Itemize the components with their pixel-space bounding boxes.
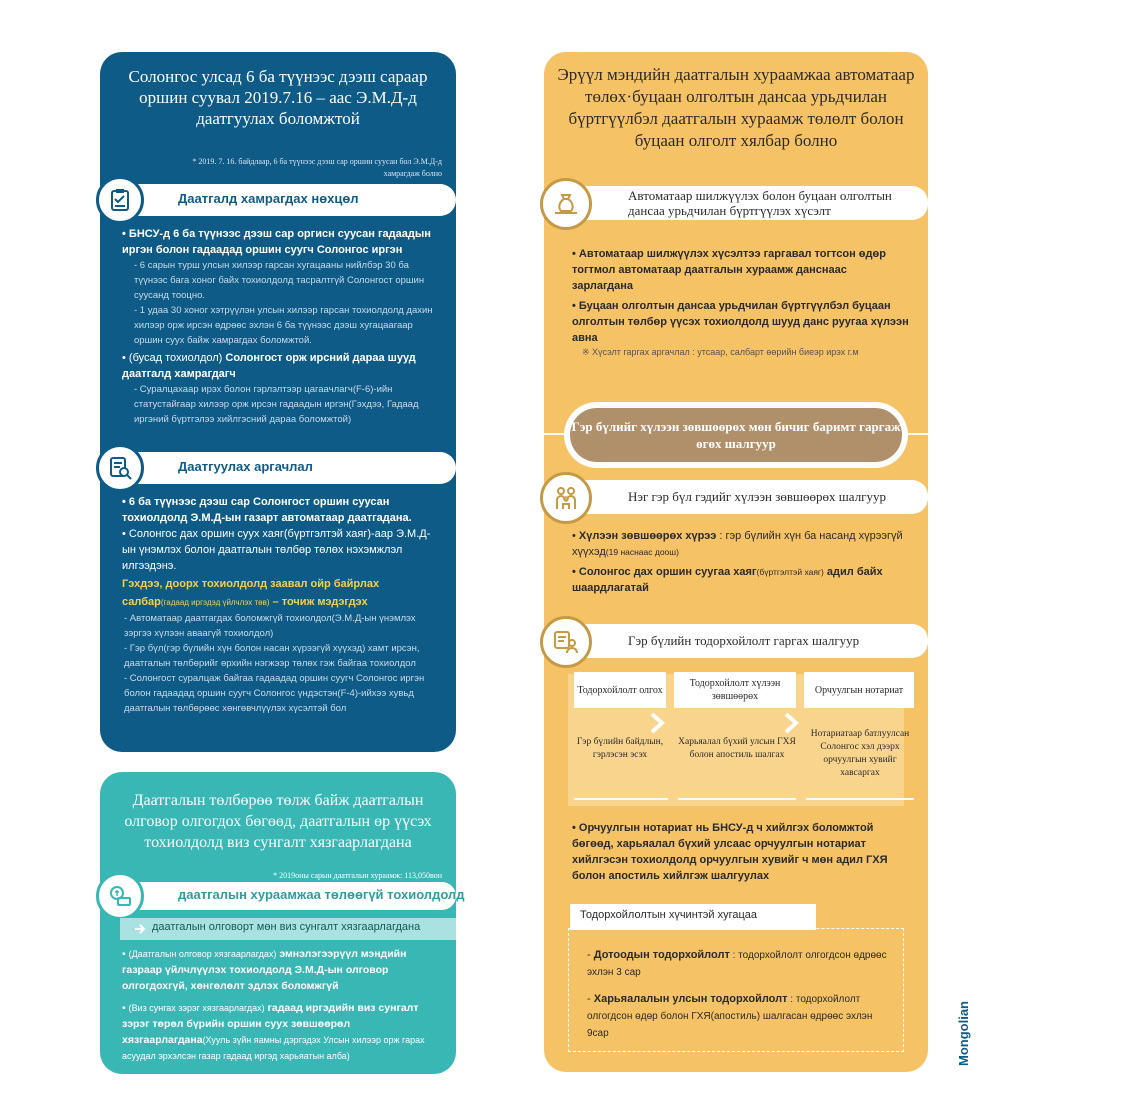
step-description: Харьяалал бүхий улсын ГХЯ болон апостиль шалгах (678, 737, 796, 760)
section-heading-label: Даатгуулах аргачлал (178, 459, 313, 474)
validity-box (568, 928, 904, 1052)
list-item: - Харьяалалын улсын тодорхойлолт : тодорхойлолт олгогдсон өдөр болон ГХЯ(апостиль) шалгасан өдрөөс эхлэн 9сар (587, 993, 873, 1039)
list-item: • Солонгос дах оршин суух хаяг(бүртгэлтэй хаяг)-аар Э.М.Д-ын үнэмлэх болон даатгалын төлбөр төлөх нэхэмжлэл илгээдэнэ. (122, 528, 431, 572)
list-item: • Орчуулгын нотариат нь БНСУ-д ч хийлгэх боломжтой бөгөөд, харьяалал бүхий улсаас орчуулгын нотариат хийлгэсэн тохиолдолд орчуулгын хувийг ч мөн адил ГХЯ болон апостиль хийлгэж шалгуулах (572, 822, 888, 882)
notary-list (572, 820, 910, 884)
arrow-right-icon (650, 712, 668, 734)
warning-text: Гэхдээ, доорх тохиолдолд заавал ойр байрлах салбар(гадаад иргэдэд үйлчлэх төв) – точиж мэдэгдэх (122, 578, 380, 608)
section-heading-coverage (120, 184, 456, 216)
list-item: • Автоматаар шилжүүлэх хүсэлтээ гаргавал тогтсон өдөр тогтмол автоматаар даатгалын хураамж данснаас зарлагдана (572, 248, 886, 292)
checklist-icon (96, 176, 144, 224)
step-description: Гэр бүлийн байдлын, гэрлэсэн эсэх (576, 737, 664, 760)
document-search-icon (96, 444, 144, 492)
list-item: • (бусад тохиолдол) Солонгост орж ирсний дараа шууд даатгалд хамрагдагч (122, 352, 416, 380)
divider (678, 798, 796, 800)
list-note: ※ Хүсэлт гаргах аргачлал : утсаар, салбарт өөрийн биеэр ирэх г.м (582, 347, 859, 357)
list-item: - Дотоодын тодорхойлолт : тодорхойлолт олгогдсон өдрөөс эхлэн 3 сар (587, 949, 887, 978)
list-item: • БНСУ-д 6 ба түүнээс дээш сар оргисн суусан гадаадын иргэн болон гадаадад оршин суугч Солонгос иргэн (122, 228, 431, 256)
family-icon (540, 472, 592, 524)
restriction-list (122, 946, 444, 1064)
section-heading-family (568, 480, 928, 514)
list-item: • 6 ба түүнээс дээш сар Солонгост оршин суусан тохиолдолд Э.М.Д-ын газарт автоматаар даатгадана. (122, 496, 412, 524)
restriction-banner (120, 918, 456, 940)
step-box: Орчуулгын нотариат (804, 672, 914, 708)
section-heading-label: даатгалын хураамжаа төлөөгүй тохиолдолд (178, 887, 465, 902)
list-subitem: - Суралцахаар ирэх болон гэрлэлтээр цагаачлагч(F-6)-ийн статустайгаар хилээр орж ирсэн гадаадын иргэн(Гэхдээ, Гадаад иргэний бүртгэлээ хийлгэсний дараа боломжтой) (134, 384, 419, 425)
list-item: • Солонгос дах оршин суугаа хаяг(бүртгэлтэй хаяг) адил байх шаардлагатай (572, 566, 883, 594)
validity-heading (570, 904, 816, 930)
language-label: Mongolian (956, 1001, 971, 1066)
autopay-list (572, 246, 910, 359)
list-subitem: - Гэр бүл(гэр бүлийн хүн болон насан хүрээгүй хүүхэд) хамт ирсэн, даатгалын төлбөрийг өрхийн нэгжээр төлөх гэж байгаа тохиолдол (124, 643, 420, 669)
list-item: • (Даатгалын олговор хязгаарлагдах) эмнэлэгээрүүл мэндийн газраар үйлчлүүлэх тохиолдолд Э.М.Д-ын олговор олгогдохгүй, хөнгөлөлт эдлэх боломжгүй (122, 948, 407, 992)
list-subitem: - Солонгост суралцаж байгаа гадаадад оршин суугч Солонгос иргэн болон гадаадад оршин суугч Солонгос үндэстэн(F-4)-ийхээ хувьд даатгалын төлбөрөөс хөнгөвчлүүлэх хүсэлтэй бол (124, 673, 425, 714)
payment-card (100, 772, 465, 1074)
card-title: Эрүүл мэндийн даатгалын хураамжаа автоматаар төлөх·буцаан олголтын дансаа урьдчилан бүртгүүлбэл даатгалын хураамж төлөлт болон буцаан олголт хялбар болно (557, 65, 915, 150)
section-heading-unpaid (120, 882, 465, 910)
card-footnote: * 2019. 7. 16. байдлаар, 6 ба түүнээс дээш сар оршин суусан бол Э.М.Д-д хамрагдаж болно (192, 157, 442, 178)
eligibility-card (100, 52, 456, 752)
arrow-right-icon (134, 923, 146, 935)
list-subitem: - 6 сарын турш улсын хилээр гарсан хугацааны нийлбэр 30 ба түүнээс бага хоног байх тохиолдолд тасралтгүй Солонгост оршин суусанд тооцно. (134, 260, 425, 301)
section-heading-label: Даатгалд хамрагдах нөхцөл (178, 191, 359, 206)
card-footnote: * 2019оны сарын даатгалын хураамж: 113,050вон (273, 871, 442, 880)
divider (908, 433, 928, 435)
list-item: • Буцаан олголтын дансаа урьдчилан бүртгүүлбэл буцаан олголтын төлбөр үүсэх тохиолдолд шууд данс руугаа хүлээн авна (572, 300, 909, 344)
card-title: Солонгос улсад 6 ба түүнээс дээш сараар оршин суувал 2019.7.16 – аас Э.М.Д-д даатгуулах боломжтой (128, 67, 428, 128)
validity-list (587, 947, 893, 1042)
list-subitem: - 1 удаа 30 хоног хэтрүүлэн улсын хилээр гарсан тохиолдолд дахин хилээр орж ирсэн өдрөөс эхлэн 6 ба түүнээс дээш хугацаагаар оршин суух байж хамрагдах боломжтой. (134, 305, 433, 346)
banner-pill: Гэр бүлийг хүлээн зөвшөөрөх мөн бичиг баримт гаргаж өгөх шалгуур (570, 408, 902, 462)
section-heading-label: Автоматаар шилжүүлэх болон буцаан олголтын дансаа урьдчилан бүртгүүлэх хүсэлт (628, 188, 892, 218)
divider (574, 798, 668, 800)
step-description: Нотариатаар батлуулсан Солонгос хэл дээрх орчуулгын хувийг хавсаргах (810, 729, 910, 778)
family-criteria-banner (564, 402, 908, 468)
step-box: Тодорхойлолт олгох (574, 672, 666, 708)
section-heading-label: Гэр бүлийн тодорхойлолт гаргах шалгуур (628, 633, 860, 648)
step-box: Тодорхойлолт хүлээн зөвшөөрөх (674, 672, 796, 708)
coverage-list (122, 226, 444, 427)
section-heading-autopay (568, 186, 928, 220)
method-list (122, 494, 444, 716)
arrow-right-icon (784, 712, 802, 734)
banner-text: даатгалын олговорт мөн виз сунгалт хязгаарлагдана (152, 921, 421, 933)
money-bag-icon (540, 178, 592, 230)
card-title: Даатгалын төлбөрөө төлж байж даатгалын олговор олгогдох бөгөөд, даатгалын өр үүсэх тохиолдолд виз сунгалт хязгаарлагдана (124, 792, 432, 851)
list-item: • (Виз сунгах зэрэг хязгаарлагдах) гадаад иргэдийн виз сунгалт зэрэг төрөл бүрийн оршин суух зөвшөөрөл хязгаарлагдана(Хууль зүйн яамны дэргэдэх Улсын хилээр орж гарах асуудал эрхэлсэн газар гадаад иргэд харьяатын алба) (122, 1002, 425, 1061)
section-heading-label: Нэг гэр бүл гэдийг хүлээн зөвшөөрөх шалгуур (628, 489, 887, 504)
document-people-icon (540, 616, 592, 668)
section-heading-method (120, 452, 456, 484)
family-list (572, 528, 910, 596)
list-item: • Хүлээн зөвшөөрөх хүрээ : гэр бүлийн хүн ба насанд хүрээгүй хүүхэд(19 наснаас доош) (572, 530, 903, 558)
list-subitem: - Автоматаар даатгагдах боломжгүй тохиолдол(Э.М.Д-ын үнэмлэх зэргээ хүлээн аваагүй тохиолдол) (124, 613, 416, 639)
section-heading-certificate (568, 624, 928, 658)
divider (544, 433, 564, 435)
validity-heading-label: Тодорхойлолтын хүчинтэй хугацаа (580, 909, 758, 921)
money-icon (96, 872, 144, 920)
divider (806, 798, 914, 800)
